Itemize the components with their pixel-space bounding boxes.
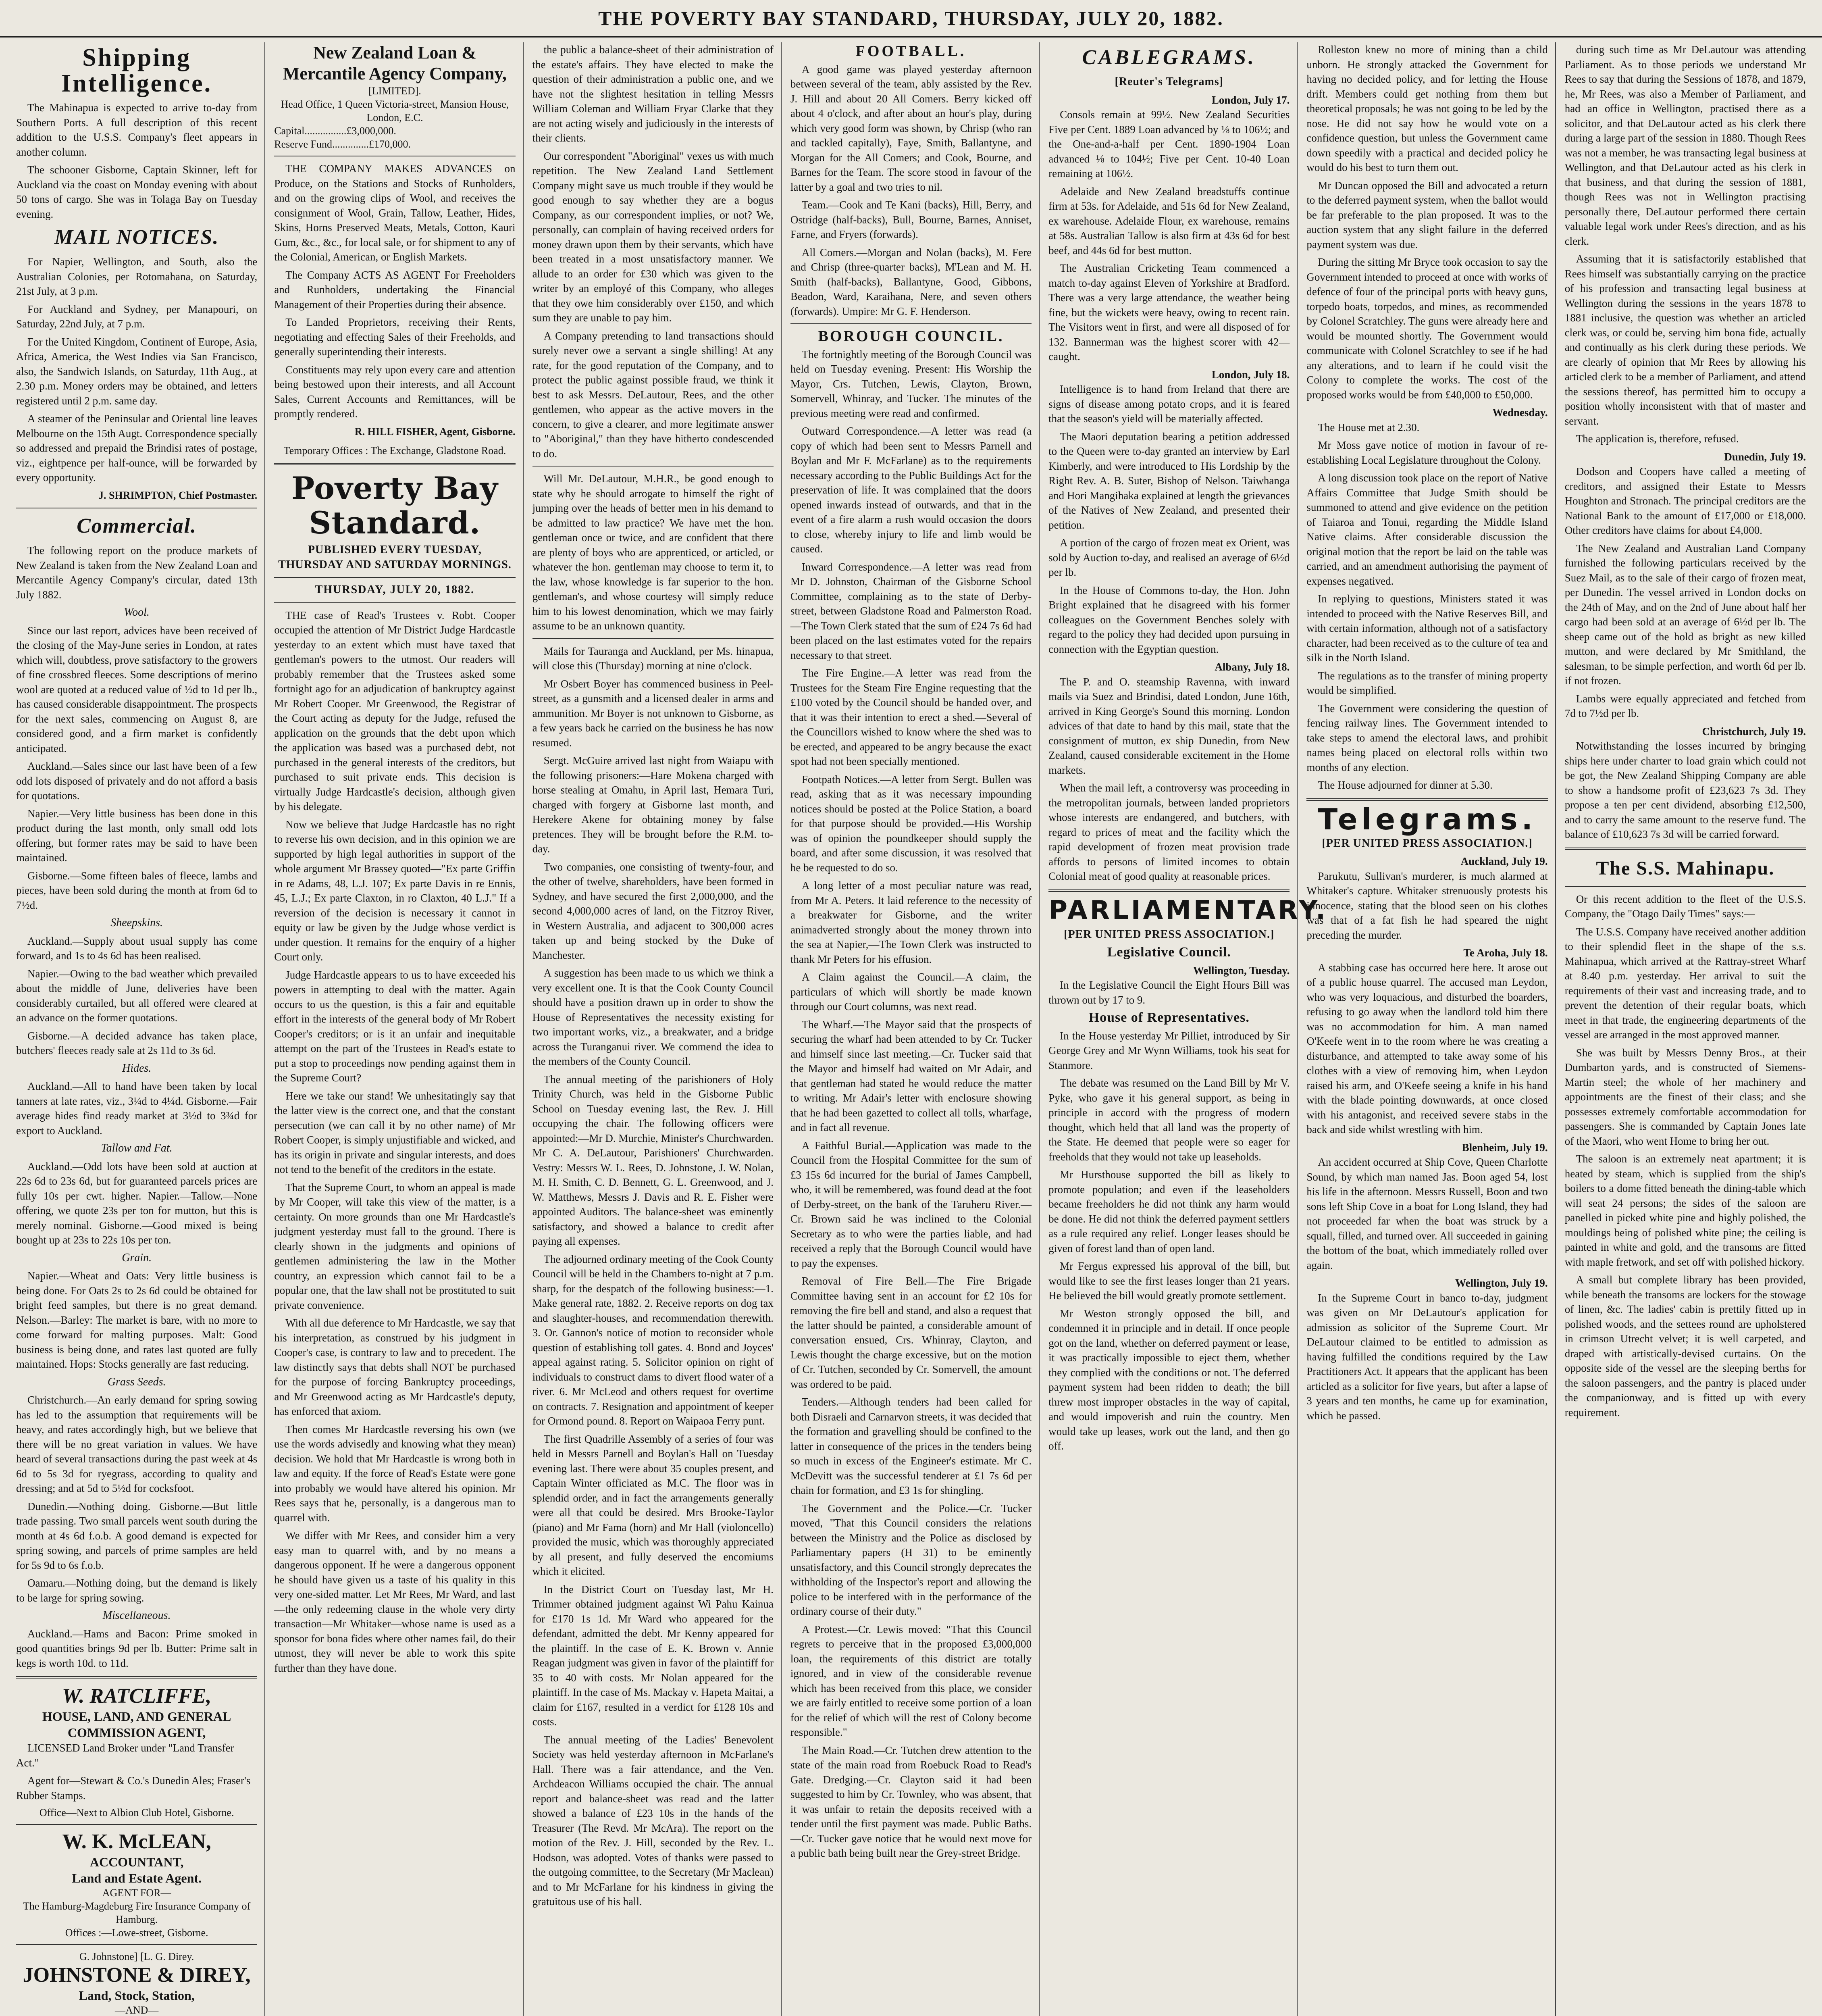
- news-paragraph: A portion of the cargo of frozen meat ex Orient, was sold by Auction to-day, and realised an average of 6½d per lb.: [1048, 537, 1290, 578]
- dateline: London, July 18.: [1211, 368, 1290, 381]
- divider: [274, 577, 515, 578]
- news-paragraph: An accident occurred at Ship Cove, Queen Charlotte Sound, by which man named Jas. Boon aged 54, lost his life in the afternoon. Messrs Russell, Boon and two sons left Ship Cove in a boat for Long Island, they had not proceeded far when the boat was struck by a squall, filled, and turned over. All succeeded in gaining the bottom of the boat, which immediately rolled over again.: [1306, 1156, 1548, 1271]
- news-paragraph: Mr Duncan opposed the Bill and advocated a return to the deferred payment system, when the ballot would be far preferable to the plan proposed. It was to the auction system that any slight failure in the deferred payment system was due.: [1306, 179, 1548, 250]
- dateline: Wednesday.: [1492, 406, 1548, 419]
- advert-text: The Hamburg-Magdeburg Fire Insurance Company of Hamburg.: [23, 1900, 251, 1925]
- article-paragraph: For the United Kingdom, Continent of Europe, Asia, Africa, America, the West Indies via San Francisco, also, the Sandwich Islands, on Saturday, 11th Aug., at 2.30 p.m. Money orders may be obtained, and letters registered until 2 p.m. same day.: [16, 335, 258, 407]
- column-4: [790, 42, 1040, 2016]
- football-heading: FOOTBALL.: [855, 43, 967, 60]
- news-paragraph: A long discussion took place on the report of Native Affairs Committee that Judge Smith should be summoned to attend and give evidence on the petition of Taiaroa and Tonui, regarding the Middle Island Native claims. After considerable discussion the original motion that the report be laid on the table was carried, and an amendment authorising the payment of expenses negatived.: [1306, 472, 1548, 587]
- news-paragraph: Mails for Tauranga and Auckland, per Ms. hinapua, will close this (Thursday) morning at nine o'clock.: [532, 645, 774, 672]
- section-subheading: Hides.: [122, 1062, 152, 1075]
- news-paragraph: The P. and O. steamship Ravenna, with inward mails via Suez and Brindisi, dated London, June 16th, arrived in King George's Sound this morning. London advices of that date to hand by this mail, state that the consignment of mutton, ex ship Dunedin, from New Zealand, caused considerable excitement in the Home markets.: [1048, 675, 1290, 776]
- news-paragraph: In the Legislative Council the Eight Hours Bill was thrown out by 17 to 9.: [1048, 979, 1290, 1006]
- news-paragraph: The first Quadrille Assembly of a series of four was held in Messrs Parnell and Boylan's Hall on Tuesday evening last. There were about 35 couples present, and Captain Winter officiated as M.C. The floor was in splendid order, and in fact the arrangements generally were all that could be desired. Mrs Brooke-Taylor (piano) and Mr Fama (horn) and Mr Hall (violoncello) provided the music, which was thoroughly appreciated by all present, and fully deserved the encomiums which it elicited.: [532, 1433, 774, 1577]
- column-7: [1565, 42, 1806, 2016]
- news-paragraph: In the District Court on Tuesday last, Mr H. Trimmer obtained judgment against Wi Pahu Kainua for £170 1s 1d. Mr Ward who appeared for the defendant, admitted the debt. Mr Kenny appeared for the plaintiff. In the case of E. K. Brown v. Annie Reagan judgment was given in favor of the plaintiff for 35 to 40 with costs. Mr Nolan appeared for the plaintiff. In the case of Ms. Mackay v. Hapeta Maitai, a claim for £167, resulted in a verdict for £128 10s and costs.: [532, 1583, 774, 1728]
- newspaper-nameplate: Poverty Bay Standard.: [291, 470, 498, 541]
- news-paragraph: during such time as Mr DeLautour was attending Parliament. As to those periods we understand Mr Rees to say that during the Sessions of 1878, and 1879, he, Mr Rees, was also a Member of Parliament, and had an office in Wellington, practised there as a solicitor, and that DeLautour acted as his clerk there during a large part of the session in 1880. Though Rees was not a member, he was transacting legal business at Wellington, and that DeLautour acted as his clerk in that business, and that during the session of 1881, though Rees was not in Wellington practising personally there, DeLautour performed there certain valuable legal work under Rees's direction, and as his clerk.: [1564, 44, 1806, 247]
- article-paragraph: Christchurch.—An early demand for spring sowing has led to the assumption that requirements will be heavy, and rates accordingly high, but we believe that there will be no great variation in values. We have heard of several transactions during the past week at 4s 6d to 5s 3d for ryegrass, according to quality and dressing; and at 5d to 5½d for cocksfoot.: [16, 1394, 258, 1494]
- divider: [1306, 798, 1547, 801]
- divider: [274, 602, 515, 603]
- news-paragraph: Lambs were equally appreciated and fetched from 7d to 7½d per lb.: [1564, 692, 1806, 719]
- editorial-paragraph: With all due deference to Mr Hardcastle, we say that his interpretation, as construed by his judgment in Cooper's case, is contrary to law and to precedent. The law distinctly says that debts shall NOT be purchased for the purpose of forcing Bankruptcy proceedings, and Mr Greenwood acting as Mr Hardcastle's deputy, has enforced that axiom.: [274, 1317, 516, 1417]
- news-paragraph: The New Zealand and Australian Land Company furnished the following particulars received by the Suez Mail, as to the sale of their cargo of frozen meat, per Dunedin. The vessel arrived in London docks on the 24th of May, and on the 2nd of June about half her cargo had been sold at an average of 6½d per lb. The sheep came out of the hold as bright as new killed mutton, and were declared by Mr Smithland, the salesman, to be simple perfection, and worth 6d per lb. if not frozen.: [1564, 542, 1806, 687]
- news-paragraph: Consols remain at 99½. New Zealand Securities Five per Cent. 1889 Loan advanced by ⅛ to 106½; and the One-and-a-half per Cent. 1890-1904 Loan advanced ⅛ to 104½; Five per Cent. 10-40 Loan remaining at 106½.: [1048, 108, 1290, 179]
- news-paragraph: The adjourned ordinary meeting of the Cook County Council will be held in the Chambers to-night at 7 p.m. sharp, for the despatch of the following business:—1. Make general rate, 1882. 2. Receive reports on dog tax and slaughter-houses, and recommendation therewith. 3. Or. Gannon's notice of motion to reconsider whole question of establishing toll gates. 4. Bond and Joyces' appeal against rating. 5. Solicitor opinion on right of individuals to construct dams to divert flood water of a river. 6. Mr McLeod and others request for overtime on contracts. 7. Resignation and appointment of keeper for Ormond pound. 8. Report on Waipaoa Ferry punt.: [532, 1253, 774, 1427]
- news-paragraph: Rolleston knew no more of mining than a child unborn. He strongly attacked the Government for having no decided policy, and for letting the House drift. Members could get nothing from them but theoretical proposals; he was not going to be led by the nose. He did not say how he would vote on a confidence question, but unless the Government came down speedily with a practical and decided policy he would do his best to turn them out.: [1306, 44, 1548, 173]
- article-paragraph: For Auckland and Sydney, per Manapouri, on Saturday, 22nd July, at 7 p.m.: [16, 303, 258, 330]
- news-paragraph: Assuming that it is satisfactorily established that Rees himself was substantially carrying on the practice of his profession and transacting legal business at Wellington during the sessions in the years 1878 to 1881 inclusive, the question was whether an articled clerk was, or could be, serving him bona fide, actually and continually as his clerk during these periods. We are clearly of opinion that Mr Rees by allowing his articled clerk to be a member of Parliament, and attend the sessions thereof, has permitted him to occupy a position wholly inconsistent with that of master and servant.: [1564, 253, 1806, 427]
- divider: [16, 1824, 257, 1825]
- advert-text: Constituents may rely upon every care and attention being bestowed upon their interests, and all Account Sales, Current Accounts and Remittances, will be promptly rendered.: [274, 363, 516, 420]
- advert-office: Temporary Offices : The Exchange, Gladstone Road.: [283, 445, 506, 456]
- editorial-paragraph: Judge Hardcastle appears to us to have exceeded his powers in attempting to deal with the matter. Again occurs to us the question, is this a fair and equitable effort in the interests of the general body of Mr Robert Cooper's creditors; or is it an unfair and inequitable attempt on the part of the Trustees in Read's estate to put a stop to proceedings now pending against them in the Supreme Court?: [274, 968, 516, 1084]
- divider: [532, 466, 774, 467]
- advert-name: New Zealand Loan & Mercantile Agency Company,: [283, 43, 507, 83]
- advert-line: Land, Stock, Station,: [79, 1988, 195, 2003]
- editorial-paragraph: We differ with Mr Rees, and consider him a very easy man to quarrel with, and by no means a dangerous opponent. If he were a dangerous opponent he should have given us a taste of his quality in this very one-sided matter. Let Mr Rees, Mr Ward, and last—the only redeeming clause in the whole very dirty transaction—Mr Whitaker—whose name is used as a sponsor for bona fides where other names fail, do their utmost, they will never be able to work this spite further than they have done.: [274, 1529, 516, 1674]
- news-paragraph: In replying to questions, Ministers stated it was intended to proceed with the Native Reserves Bill, and with certain information, although not of a satisfactory character, had been received as to the culture of tea and silk in the North Island.: [1306, 593, 1548, 664]
- news-paragraph: Dodson and Coopers have called a meeting of creditors, and assigned their Estate to Messrs Houghton and Stronach. The principal creditors are the National Bank to the amount of £17,000 or £18,000. Other creditors have claims for about £4,000.: [1564, 465, 1806, 536]
- news-paragraph: Footpath Notices.—A letter from Sergt. Bullen was read, asking that as it was necessary impounding notices should be posted at the Police Station, a board for that purpose should be provided.—His Worship was of opinion the poundkeeper should supply the board, and after some discussion, it was resolved that he be requested to do so.: [790, 773, 1032, 874]
- divider: [16, 1676, 257, 1679]
- news-paragraph: A good game was played yesterday afternoon between several of the team, ably assisted by the Rev. J. Hill and about 20 All Comers. Berry kicked off about 4 o'clock, and after about an hour's play, during which very good form was shown, by Chrisp (who ran and tackled capitally), Faye, Smith, Ballantyne, and Morgan for the All Comers; and Cook, Bourne, and Barnes for the Team. The score stood in favour of the latter by a goal and two tries to nil.: [790, 63, 1032, 193]
- news-paragraph: A stabbing case has occurred here here. It arose out of a public house quarrel. The accused man Leydon, who was very loquacious, and disturbed the boarders, refusing to go away when the landlord told him there was no accommodation for him. A man named O'Keefe went in to the room where he was creating a disturbance, and attempted to take away some of his clothes with a view of removing him, when Leydon raised his arm, and O'Keefe seeing a knife in his hand with the blade pointing downwards, at once closed with his antagonist, and received severe stabs in the back and side whilst wrestling with him.: [1306, 961, 1548, 1135]
- parliamentary-heading: PARLIAMENTARY.: [1048, 895, 1328, 925]
- news-paragraph: The Main Road.—Cr. Tutchen drew attention to the state of the main road from Roebuck Road to Read's Gate. Dredging.—Cr. Clayton said it had been suggested to him by Cr. Townley, who was absent, that it was unfair to retain the deposits received with a tender until the first payment was made. Public Baths.—Cr. Tucker gave notice that he would next move for a public bath being built near the Grey-street Bridge.: [790, 1744, 1032, 1859]
- divider: [790, 323, 1032, 324]
- news-paragraph: Mr Weston strongly opposed the bill, and condemned it in principle and in detail. If once people got on the land, whether on deferred payment or lease, it was practically impossible to eject them, whether they complied with the conditions or not. The deferred payment system had been ridden to death; the bill threw most improper obstacles in the way of capital, and would impoverish and ruin the country. Men would take up leases, work out the land, and then go off.: [1048, 1307, 1290, 1452]
- advert-text: LICENSED Land Broker under "Land Transfer Act.": [16, 1742, 234, 1769]
- advert-text: To Landed Proprietors, receiving their Rents, negotiating and effecting Sales of their Freeholds, and generally superintending their interests.: [274, 316, 516, 358]
- article-paragraph: Auckland.—Sales since our last have been of a few odd lots disposed of privately and do not afford a basis for quotations.: [16, 760, 258, 802]
- postmaster-signature: J. SHRIMPTON, Chief Postmaster.: [98, 489, 258, 501]
- article-paragraph: For Napier, Wellington, and South, also the Australian Colonies, per Rotomahana, on Saturday, 21st July, at 3 p.m.: [16, 256, 258, 297]
- column-3: [532, 42, 782, 2016]
- article-paragraph: Since our last report, advices have been received of the closing of the May-June series in London, at rates which will, doubtless, prove satisfactory to the growers of fine crossbred fleeces. Some descriptions of merino wool are quoted at a reduced value of ½d to 1d per lb., has caused considerable disappointment. The prospects for the next sales, commencing on August 8, are considered good, and a firm market is confidently anticipated.: [16, 624, 258, 754]
- telegrams-heading: Telegrams.: [1318, 802, 1537, 836]
- dateline: Te Aroha, July 18.: [1463, 947, 1548, 959]
- news-paragraph: Mr Osbert Boyer has commenced business in Peel-street, as a gunsmith and a licensed dealer in arms and ammunition. Mr Boyer is not unknown to Gisborne, as a few years back he carried on the business he has now resumed.: [532, 677, 774, 749]
- news-paragraph: The application is, therefore, refused.: [1576, 433, 1739, 445]
- divider: [532, 638, 774, 639]
- advert-signature: R. HILL FISHER, Agent, Gisborne.: [354, 425, 516, 437]
- advert-text: Agent for—Stewart & Co.'s Dunedin Ales; Fraser's Rubber Stamps.: [16, 1774, 251, 1801]
- news-paragraph: Notwithstanding the losses incurred by bringing ships here under charter to load grain which could not be got, the New Zealand Shipping Company are able to show a handsome profit of £23,623 7s 3d. They propose a ten per cent dividend, absorbing £12,500, and to carry the same amount to the reserve fund. The balance of £10,623 7s 3d will be carried forward.: [1564, 740, 1806, 840]
- press-credit: [PER UNITED PRESS ASSOCIATION.]: [1322, 837, 1533, 850]
- news-paragraph: Mr Fergus expressed his approval of the bill, but would like to see the first leases longer than 21 years. He believed the bill would greatly promote settlement.: [1048, 1260, 1290, 1302]
- editorial-paragraph: Now we believe that Judge Hardcastle has no right to reverse his own decision, and in this opinion we are supported by high legal authorities in support of the whole argument Mr Brassey quoted—"Ex parte Griffin in re Adams, 48, L.J. 107; Ex parte Davis in re Ennis, 45, L.J.; Ex parte Claxton, in ro Claxton, 40 L.J." If a reversion of the decision is necessary it cannot in equity or law be given by the Judge whose verdict is under question. It remains for the enquiry of a higher Court only.: [274, 818, 516, 963]
- news-paragraph: The Fire Engine.—A letter was read from the Trustees for the Steam Fire Engine requesting that the £100 voted by the Council should be handed over, and that it was their intention to erect a shed.—Several of the Councillors wished to know where the shed was to be erected, and appeared to be angry because the exact spot had not been specially mentioned.: [790, 667, 1032, 767]
- nz-loan-advert: [274, 42, 515, 457]
- section-subheading: Grass Seeds.: [107, 1375, 166, 1388]
- reuters-credit: [Reuter's Telegrams]: [1115, 75, 1224, 88]
- advert-text: THE COMPANY MAKES ADVANCES on Produce, on the Stations and Stocks of Runholders, and on the growing clips of Wool, and receives the consignment of Wool, Grain, Tallow, Leather, Hides, Skins, Horns Preserved Meats, Metals, Cotton, Kauri Gum, &c., &c., for local sale, or for shipment to any of the Colonial, American, or English Markets.: [274, 162, 516, 263]
- news-paragraph: The Maori deputation bearing a petition addressed to the Queen were to-day granted an interview by Earl Kimberly, and were introduced to His Lordship by the Right Rev. A. B. Suter, Bishop of Nelson. Taiwhanga and Hori Mangihaka explained at length the grievances of the Natives of New Zealand, and presented their petition.: [1048, 430, 1290, 531]
- issue-date: THURSDAY, JULY 20, 1882.: [315, 583, 475, 596]
- article-paragraph: Auckland.—Supply about usual supply has come forward, and 1s to 4s 6d has been realised.: [16, 935, 258, 962]
- news-paragraph: Removal of Fire Bell.—The Fire Brigade Committee having sent in an account for £2 10s for removing the fire bell and stand, and also a request that the latter should be painted, a considerable amount of conversation ensued, Crs. Whinray, Clayton, and Lewis thought the charge excessive, but on the motion of Cr. Tutchen, seconded by Cr. Somervell, the amount was ordered to be paid.: [790, 1275, 1032, 1390]
- news-paragraph: Sergt. McGuire arrived last night from Waiapu with the following prisoners:—Hare Mokena charged with horse stealing at Omahu, in April last, Hemara Turi, charged with forgery at Gisborne last month, and Herekere Akene for obtaining money by false pretences. They will be brought before the R.M. to-day.: [532, 754, 774, 855]
- article-paragraph: The Mahinapua is expected to arrive to-day from Southern Ports. A full description of this recent addition to the U.S.S. Company's fleet appears in another column.: [16, 102, 258, 158]
- advert-line: [LIMITED].: [368, 85, 421, 97]
- news-paragraph: Mr Hursthouse supported the bill as likely to promote population; and even if the leaseholders became freeholders he did not think any harm would be done. He did not think the deferred payment settlers as a rule required any relief. Longer leases should be given of forest land than of open land.: [1048, 1168, 1290, 1254]
- news-paragraph: A Protest.—Cr. Lewis moved: "That this Council regrets to perceive that in the proposed £3,000,000 loan, the requirements of this district are totally ignored, and in view of the considerable revenue which has been received from this place, we consider we are fairly entitled to receive some portion of a loan for the relief of which will the rest of Colony become responsible.": [790, 1623, 1032, 1738]
- article-paragraph: Gisborne.—Some fifteen bales of fleece, lambs and pieces, have been sold during the month at from 6d to 7½d.: [16, 869, 258, 911]
- dateline: Albany, July 18.: [1215, 661, 1290, 673]
- advert-capital: Capital................£3,000,000.: [274, 125, 396, 137]
- news-paragraph: The House met at 2.30.: [1318, 421, 1420, 433]
- press-credit: [PER UNITED PRESS ASSOCIATION.]: [1064, 928, 1275, 941]
- advert-name: W. RATCLIFFE,: [62, 1685, 212, 1708]
- dateline: Blenheim, July 19.: [1462, 1141, 1548, 1154]
- news-paragraph: The Government and the Police.—Cr. Tucker moved, "That this Council considers the relations between the Ministry and the Police as disclosed by Parliamentary papers (H 31) to be eminently unsatisfactory, and this Council strongly deprecates the withholding of the Inspector's report and allowing the police to be interfered with in the performance of the ordinary course of their duty.": [790, 1502, 1032, 1617]
- publication-schedule: PUBLISHED EVERY TUESDAY, THURSDAY AND SATURDAY MORNINGS.: [278, 544, 512, 571]
- divider: [1565, 886, 1806, 887]
- advert-line: —AND—: [114, 2004, 159, 2016]
- advert-line: Land and Estate Agent.: [72, 1871, 202, 1885]
- news-paragraph: The Wharf.—The Mayor said that the prospects of securing the wharf had been attended to by Cr. Tucker and himself since last meeting.—Cr. Tucker said that the Mayor and himself had waited on Mr Adair, and that gentleman had stated he would reduce the matter to writing. Mr Adair's letter with enclosure showing that he had been gazetted to collect all tolls, wharfage, and in fact all revenue.: [790, 1018, 1032, 1133]
- divider: [1048, 889, 1290, 892]
- advert-line: AGENT FOR—: [102, 1887, 171, 1899]
- legislative-council-heading: Legislative Council.: [1107, 945, 1231, 960]
- article-paragraph: The following report on the produce markets of New Zealand is taken from the New Zealand Loan and Mercantile Agency Company's circular, dated 13th July 1882.: [16, 544, 258, 601]
- news-paragraph: Parukutu, Sullivan's murderer, is much alarmed at Whitaker's capture. Whitaker strenuously protests his innocence, stating that the blood seen on his clothes was that of a fat fish he had speared the night preceding the murder.: [1306, 870, 1548, 941]
- mahinapua-heading: The S.S. Mahinapu.: [1596, 857, 1775, 879]
- news-paragraph: Mr Moss gave notice of motion in favour of re-establishing Local Legislature throughout the Colony.: [1306, 439, 1548, 466]
- editorial-paragraph: THE case of Read's Trustees v. Robt. Cooper occupied the attention of Mr District Judge Hardcastle yesterday to an extent which must have taxed that gentleman's powers to the utmost. Our readers will probably remember that the Trustees asked some fortnight ago for an adjudication of bankruptcy against Mr Robert Cooper. Mr Greenwood, the Registrar of the Court acting as deputy for the Judge, refused the application on the grounds that the debt upon which the application was based was a purchased debt, not purchased in the general interests of the creditors, but purchased to suit private ends. This decision is virtually Judge Hardcastle's decision, although given by his delegate.: [274, 609, 516, 812]
- page-masthead: THE POVERTY BAY STANDARD, THURSDAY, JULY 20, 1882.: [0, 0, 1822, 38]
- news-paragraph: Two companies, one consisting of twenty-four, and the other of twelve, shareholders, have been formed in Sydney, and have secured the first 2,000,000, and the second 4,000,000 acres of land, on the Fitzroy River, in Western Australia, and adjacent to 300,000 acres taken up and being stocked by the Duke of Manchester.: [532, 860, 774, 961]
- news-paragraph: The annual meeting of the parishioners of Holy Trinity Church, was held in the Gisborne Public School on Tuesday evening last, the Rev. J. Hill occupying the chair. The following officers were appointed:—Mr D. Murchie, Minister's Churchwarden. Mr C. A. DeLautour, Parishioners' Churchwarden. Vestry: Messrs W. L. Rees, D. Johnstone, J. W. Nolan, M. H. Smith, C. D. Bennett, G. L. Greenwood, and J. W. Matthews, Messrs J. Davis and R. E. Fisher were appointed Auditors. The balance-sheet was eminently satisfactory, and showed a balance to credit after paying all expenses.: [532, 1073, 774, 1247]
- commercial-heading: Commercial.: [77, 514, 197, 537]
- news-paragraph: She was built by Messrs Denny Bros., at their Dumbarton yards, and is constructed of Siemens-Martin steel; the whole of her machinery and appointments are the finest of their class; and she possesses extremely comfortable accommodation for passengers. She is commanded by Captain Jones late of the Maori, who went Home to bring her out.: [1564, 1046, 1806, 1147]
- section-subheading: Tallow and Fat.: [101, 1142, 173, 1154]
- section-subheading: Grain.: [122, 1251, 152, 1264]
- editorial-paragraph: A Company pretending to land transactions should surely never owe a servant a single shilling! At any rate, for the good reputation of the Company, and to protect the public against possible fraud, we think it best to ask Messrs. DeLautour, Rees, and the other gentlemen, who appear as the active movers in the concern, to give a clearer, and more legitimate answer to "Aboriginal," than they have hitherto condescended to do.: [532, 329, 774, 460]
- news-paragraph: All Comers.—Morgan and Nolan (backs), M. Fere and Chrisp (three-quarter backs), M'Lean and M. H. Smith (half-backs), Ballantyne, Good, Gibbons, Beadon, Ward, Karaihana, Nere, and seven others (forwards). Umpire: Mr G. F. Henderson.: [790, 246, 1032, 317]
- news-paragraph: A Faithful Burial.—Application was made to the Council from the Hospital Committee for the sum of £3 15s 6d incurred for the burial of James Campbell, who, it will be remembered, was found dead at the foot of Derby-street, on the bank of the Taruheru River.—Cr. Brown said he was inclined to the Colonial Secretary as to who were the parties liable, and had received a reply that the Borough Council would have to pay the expenses.: [790, 1139, 1032, 1269]
- dateline: Wellington, Tuesday.: [1193, 964, 1290, 977]
- article-paragraph: Auckland.—All to hand have been taken by local tanners at late rates, viz., 3¼d to 4¼d. Gisborne.—Fair average hides find ready market at 3½d to 3¾d for export to Auckland.: [16, 1080, 258, 1137]
- dateline: Dunedin, July 19.: [1724, 450, 1806, 463]
- article-paragraph: Napier.—Wheat and Oats: Very little business is being done. For Oats 2s to 2s 6d could be obtained for bright feed samples, but there is no great demand. Nelson.—Barley: The market is bare, with no more to come forward for malting purposes. Malt: Good business is being done, and rates last quoted are fully maintained. Hops: Stocks generally are fast reducing.: [16, 1270, 258, 1370]
- column-1: [16, 42, 265, 2016]
- news-paragraph: Tenders.—Although tenders had been called for both Disraeli and Carnarvon streets, it was decided that the formation and gravelling should be confined to the latter in consequence of the prices in the tenders being so much in excess of the Engineer's estimate. Mr C. McDevitt was the successful tenderer at £1 7s 6d per chain for formation, and £3 1s for shingling.: [790, 1396, 1032, 1496]
- dateline: Auckland, July 19.: [1460, 855, 1548, 867]
- advert-office: Offices :—Lowe-street, Gisborne.: [65, 1927, 208, 1939]
- advert-line: Head Office, 1 Queen Victoria-street, Mansion House, London, E.C.: [281, 98, 509, 123]
- news-paragraph: A suggestion has been made to us which we think a very excellent one. It is that the Cook County Council should have a position drawn up in order to show the House of Representatives the necessity existing for two important works, viz., a breakwater, and a bridge across the Turanganui river. We commend the idea to the members of the County Council.: [532, 967, 774, 1067]
- news-paragraph: In the House yesterday Mr Pilliet, introduced by Sir George Grey and Mr Wynn Williams, took his seat for Stanmore.: [1048, 1029, 1290, 1071]
- news-paragraph: The Australian Cricketing Team commenced a match to-day against Eleven of Yorkshire at Bradford. There was a very large attendance, the weather being fine, but the wickets were heavy, owing to recent rain. The Visitors went in first, and were all disposed of for 132. Bannerman was the highest scorer with 42—caught.: [1048, 262, 1290, 362]
- news-paragraph: Intelligence is to hand from Ireland that there are signs of disease among potato crops, and it is feared that the season's yield will be materially affected.: [1048, 383, 1290, 425]
- article-paragraph: Napier.—Owing to the bad weather which prevailed about the middle of June, deliveries have been considerably curtailed, but all offered were cleared at an advance on the former quotations.: [16, 967, 258, 1024]
- news-paragraph: The regulations as to the transfer of mining property would be simplified.: [1306, 669, 1548, 696]
- advert-office: Office—Next to Albion Club Hotel, Gisborne.: [39, 1807, 234, 1818]
- divider: [16, 1944, 257, 1945]
- article-paragraph: Dunedin.—Nothing doing. Gisborne.—But little trade passing. Two small parcels went south during the month at 4s 6d f.o.b. A good demand is expected for spring sowing, and parcels of prime samples are held for 5s 9d to 6s f.o.b.: [16, 1500, 258, 1571]
- news-paragraph: In the House of Commons to-day, the Hon. John Bright explained that he disagreed with his former colleagues on the Government Benches solely with regard to the policy they had decided upon pursuing in connection with the Egyptian question.: [1048, 584, 1290, 655]
- divider: [1565, 848, 1806, 850]
- mclean-advert: [16, 1830, 257, 1939]
- article-paragraph: The schooner Gisborne, Captain Skinner, left for Auckland via the coast on Monday evening with about 50 tons of cargo. She was in Tolaga Bay on Tuesday evening.: [16, 164, 258, 220]
- news-paragraph: The fortnightly meeting of the Borough Council was held on Tuesday evening. Present: His Worship the Mayor, Crs. Tutchen, Lewis, Clayton, Brown, Somervell, Whinray, and Tucker. The minutes of the previous meeting were read and confirmed.: [790, 348, 1032, 419]
- section-subheading: Miscellaneous.: [102, 1609, 171, 1622]
- column-2: [274, 42, 523, 2016]
- news-paragraph: Adelaide and New Zealand breadstuffs continue firm at 53s. for Adelaide, and 51s 6d for New Zealand, ex warehouse. Adelaide Flour, ex warehouse, remains at 58s. Australian Tallow is also firm at 43s 6d for best beef, and 44s 6d for best mutton.: [1048, 185, 1290, 256]
- article-paragraph: Auckland.—Odd lots have been sold at auction at 22s 6d to 23s 6d, but for guaranteed parcels prices are fully 10s per cwt. higher. Napier.—Tallow.—None offering, we quote 23s per ton for mutton, but this is merely nominal. Gisborne.—Good mixed is being bought up at 23s to 22s 10s per ton.: [16, 1160, 258, 1246]
- news-paragraph: Outward Correspondence.—A letter was read (a copy of which had been sent to Messrs Parnell and Boylan and Mr F. McFarlane) as to the requirements necessary according to the Public Buildings Act for the preservation of life. It was complained that the doors opened inwards instead of outwards, and that in the event of a fire alarm a rush would occasion the doors to close, whereby injury to life and limb would be caused.: [790, 425, 1032, 555]
- advert-text: The Company ACTS AS AGENT For Freeholders and Runholders, undertaking the Financial Management of their Properties during their absence.: [274, 269, 516, 310]
- article-paragraph: Auckland.—Hams and Bacon: Prime smoked in good quantities brings 9d per lb. Butter: Prime salt in kegs is worth 10d. to 11d.: [16, 1627, 258, 1669]
- johnstone-direy-advert: [16, 1950, 257, 2016]
- advert-reserve: Reserve Fund..............£170,000.: [274, 138, 411, 150]
- news-paragraph: In the Supreme Court in banco to-day, judgment was given on Mr DeLautour's application for admission as solicitor of the Supreme Court. Mr DeLautour claimed to be entitled to admission as having fulfilled the conditions required by the Law Practitioners Act. It appears that the applicant has been articled as a solicitor for five years, but after a lapse of 3 years and ten months, he came up for examination, which he passed.: [1306, 1291, 1548, 1422]
- news-paragraph: During the sitting Mr Bryce took occasion to say the Government intended to proceed at once with works of defence of four of the principal ports with heavy guns, torpedo boats, torpedos, and mines, as recommended by Colonel Scratchley. The guns were already here and would be mounted shortly. The Government would communicate with Colonel Scratchley to see if he had any alterations, and to learn if he could visit the Colony to complete the works. The cost of the proposed works would be from £40,000 to £50,000.: [1306, 256, 1548, 401]
- news-paragraph: Inward Correspondence.—A letter was read from Mr D. Johnston, Chairman of the Gisborne School Committee, complaining as to the state of Derby-street, between Gladstone Road and Palmerston Road.—The Town Clerk stated that the sum of £24 7s 6d had been placed on the last estimates voted for the repairs necessary to that street.: [790, 560, 1032, 661]
- article-paragraph: A steamer of the Peninsular and Oriental line leaves Melbourne on the 15th Augt. Correspondence specially so addressed and prepaid the Brindisi rates of postage, viz., eightpence per half-ounce, will be forwarded by every opportunity.: [16, 412, 258, 483]
- news-paragraph: The debate was resumed on the Land Bill by Mr V. Pyke, who gave it his general support, as being in principle in accord with the progress of modern thought, which held that all land was the property of the State. He deemed that people were so eager for freeholds that they would not take up leaseholds.: [1048, 1077, 1290, 1163]
- article-paragraph: Napier.—Very little business has been done in this product during the last month, only small odd lots offering, but former rates may be said to have been maintained.: [16, 807, 258, 864]
- advert-name: JOHNSTONE & DIREY,: [23, 1964, 251, 1987]
- editorial-paragraph: the public a balance-sheet of their administration of the estate's affairs. They have elected to make the question of their administration a public one, and we have not the slightest hesitation in telling Messrs William Coleman and William Fryar Clarke that they are not acting wisely and judiciously in the interests of their clients.: [532, 44, 774, 144]
- news-paragraph: Team.—Cook and Te Kani (backs), Hill, Berry, and Ostridge (half-backs), Bull, Bourne, Barnes, Anniset, Farne, and Fryers (forwards).: [790, 199, 1032, 240]
- advert-name: W. K. McLEAN,: [62, 1830, 211, 1853]
- editorial-paragraph: Our correspondent "Aboriginal" vexes us with much repetition. The New Zealand Land Settlement Company might save us much trouble if they would be good enough to say whether they are a bogus Company, as our correspondent implies, or not? We, personally, can complain of having received orders for money drawn upon them by their servants, which have been treated in a most unsatisfactory manner. We allude to an order for £30 which was given to the writer by an employé of this Company, who alleges that they owe him considerably over £150, and which sum they are unable to pay him.: [532, 150, 774, 324]
- news-paragraph: A small but complete library has been provided, while beneath the transoms are lockers for the stowage of linen, &c. The ladies' cabin is prettily fitted up in polished woods, and the settees round are upholstered in crimson Utrecht velvet; it is well carpeted, and draped with artistically-devised curtains. On the opposite side of the vessel are the sleeping berths for the saloon passengers, and the pantry is placed under the companionway, and is fitted up with every requirement.: [1564, 1274, 1806, 1418]
- editorial-paragraph: Will Mr. DeLautour, M.H.R., be good enough to state why he should arrogate to himself the right of jumping over the heads of better men in his demand to be admitted to law practice? We have met the hon. gentleman once or twice, and are confident that there are plenty of boys who are apprenticed, or articled, or whatever the hon. gentleman may choose to term it, to the law, whose knowledge is far superior to the hon. gentleman's, and whose courtesy will simply reduce him to his lowest denomination, which we may fairly assume to be an unknown quantity.: [532, 473, 774, 632]
- shipping-heading: Shipping Intelligence.: [61, 44, 212, 97]
- editorial-paragraph: That the Supreme Court, to whom an appeal is made by Mr Cooper, will take this view of the matter, is a certainty. On more grounds than one Mr Hardcastle's judgment yesterday must fall to the ground. There is clearly shown in the judgments and opinions of gentlemen administering the law in the Mother country, an expression which cannot fail to be a popular one, that the law shall not be prostituted to suit private convenience.: [274, 1181, 516, 1311]
- news-paragraph: Or this recent addition to the fleet of the U.S.S. Company, the "Otago Daily Times" says:—: [1564, 893, 1806, 920]
- cablegrams-heading: CABLEGRAMS.: [1082, 46, 1256, 69]
- news-paragraph: The annual meeting of the Ladies' Benevolent Society was held yesterday afternoon in McFarlane's Hall. There was a fair attendance, and the Ven. Archdeacon Williams occupied the chair. The annual report and balance-sheet was read and the latter showed a balance of £23 10s in the hands of the Treasurer (The Revd. Mr McAra). The report on the motion of the Rev. J. Hill, seconded by the Rev. L. Hodson, was adopted. Votes of thanks were passed to the outgoing committee, to the Secretary (Mr Maclean) and to Mr McFarlane for his kindness in giving the gratuitous use of his hall.: [532, 1733, 774, 1908]
- news-paragraph: The U.S.S. Company have received another addition to their splendid fleet in the shape of the s.s. Mahinapua, which arrived at the Rattray-street Wharf at 8.40 p.m. yesterday. Her arrival to suit the requirements of their vast and increasing trade, and to prevent the detention of their regular boats, which meet in that trade, the engineering departments of the vessel are arranged in the most approved manner.: [1564, 925, 1806, 1041]
- article-paragraph: Oamaru.—Nothing doing, but the demand is likely to be large for spring sowing.: [16, 1577, 258, 1604]
- section-subheading: Sheepskins.: [110, 916, 163, 929]
- news-paragraph: A long letter of a most peculiar nature was read, from Mr A. Peters. It laid reference to the necessity of a breakwater for Gisborne, and the writer animadverted strongly about the money thrown into the sea at Napier,—The Town Clerk was instructed to thank Mr Peters for his effusion.: [790, 879, 1032, 965]
- advert-partners: G. Johnstone] [L. G. Direy.: [79, 1951, 194, 1962]
- news-paragraph: A Claim against the Council.—A claim, the particulars of which will shortly be made known through our Court columns, was next read.: [790, 971, 1032, 1012]
- house-of-representatives-heading: House of Representatives.: [1088, 1010, 1250, 1025]
- section-subheading: Wool.: [124, 606, 150, 619]
- columns: [16, 42, 1806, 2016]
- news-paragraph: The saloon is an extremely neat apartment; it is heated by steam, which is supplied from the ship's boilers to a dome fitted beneath the dining-table which will seat 24 persons; the sides of the saloon are panelled in picked white pine and highly polished, the mouldings being of polished white pine; the ceiling is painted in white and gold, and the transoms are fitted with maple fretwork, and set off with polished hickory.: [1564, 1153, 1806, 1268]
- editorial-paragraph: Here we take our stand! We unhesitatingly say that the latter view is the correct one, and that the constant persecution (we can call it by no other name) of Mr Robert Cooper, is simply unjustifiable and wicked, and has its origin in private and singular interests, and does not tend to the benefit of the creditors in the estate.: [274, 1089, 516, 1175]
- news-paragraph: The Government were considering the question of fencing railway lines. The Government intended to take steps to amend the electoral laws, and prohibit names being placed on electoral rolls within two months of any election.: [1306, 702, 1548, 773]
- advert-line: ACCOUNTANT,: [89, 1855, 184, 1869]
- dateline: Christchurch, July 19.: [1702, 725, 1806, 737]
- editorial-paragraph: Then comes Mr Hardcastle reversing his own (we use the words advisedly and knowing what they mean) decision. We hold that Mr Hardcastle is wrong both in law and equity. If the force of Read's Estate were gone into probably we would have altered his opinion. Mr Rees says that he, personally, is a dangerous man to quarrel with.: [274, 1423, 516, 1524]
- column-6: [1306, 42, 1556, 2016]
- borough-council-heading: BOROUGH COUNCIL.: [818, 328, 1004, 345]
- news-paragraph: When the mail left, a controversy was proceeding in the metropolitan journals, between landed proprietors whose interests are endangered, and butchers, with regard to prices of meat and the facility which the rapid development of frozen meat provision trade affords to persons of limited incomes to obtain Colonial meat of good quality at reasonable prices.: [1048, 782, 1290, 882]
- divider: [274, 463, 515, 465]
- news-paragraph: The House adjourned for dinner at 5.30.: [1318, 779, 1493, 791]
- ratcliffe-advert: [16, 1684, 257, 1819]
- dateline: London, July 17.: [1211, 94, 1290, 106]
- mail-notices-heading: MAIL NOTICES.: [54, 226, 219, 249]
- article-paragraph: Gisborne.—A decided advance has taken place, butchers' fleeces ready sale at 2s 11d to 3s 6d.: [16, 1029, 258, 1056]
- column-5: [1048, 42, 1328, 2016]
- advert-line: HOUSE, LAND, AND GENERAL COMMISSION AGENT,: [42, 1709, 231, 1740]
- dateline: Wellington, July 19.: [1455, 1277, 1548, 1289]
